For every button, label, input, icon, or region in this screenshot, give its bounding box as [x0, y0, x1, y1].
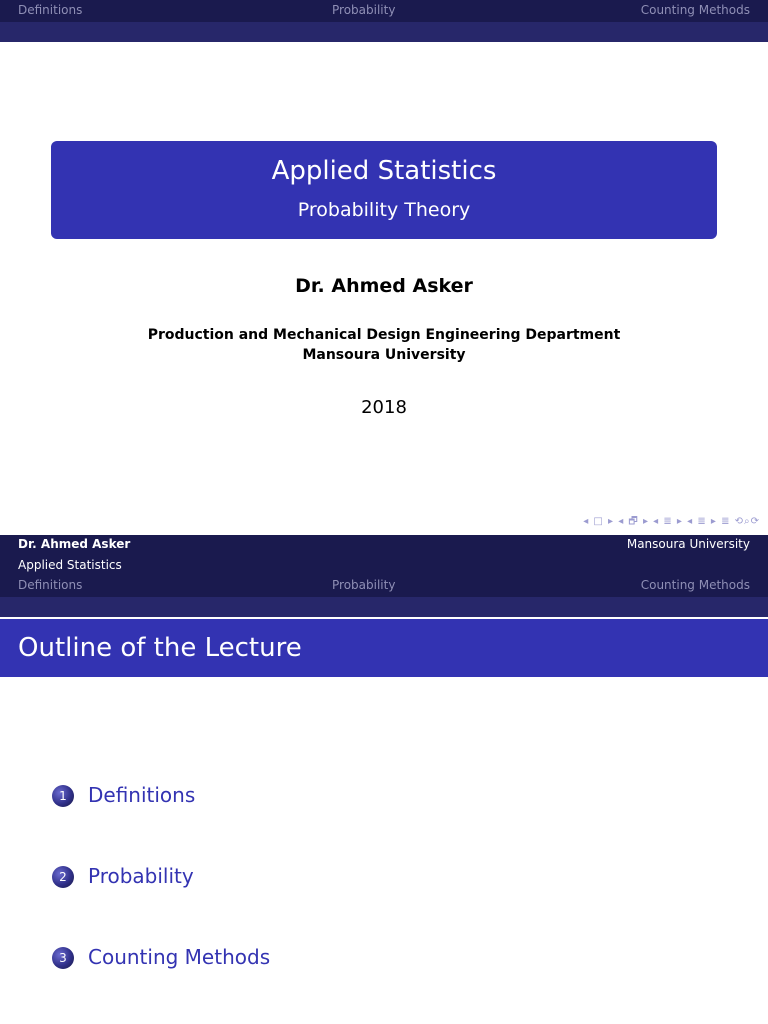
department-name: Production and Mechanical Design Engineering Department	[147, 327, 621, 343]
nav-section-counting-methods[interactable]: Counting Methods	[640, 578, 750, 592]
nav-section-counting-methods[interactable]: Counting Methods	[640, 3, 750, 17]
footer-author: Dr. Ahmed Asker	[18, 537, 131, 551]
frame-title: Outline of the Lecture	[18, 633, 302, 663]
item-number-ball: 2	[52, 866, 74, 888]
presentation-subtitle: Probability Theory	[297, 199, 471, 221]
footline-author-institute	[0, 535, 768, 555]
item-number-ball: 1	[52, 785, 74, 807]
footline-title	[0, 555, 768, 575]
frame-title-bar	[0, 619, 768, 677]
footer-institute: Mansoura University	[626, 537, 750, 551]
outline-item-label[interactable]: Probability	[88, 864, 194, 888]
presentation-title: Applied Statistics	[271, 156, 497, 186]
subsection-bar	[0, 597, 768, 617]
nav-section-probability[interactable]: Probability	[332, 3, 396, 17]
outline-slide	[0, 535, 768, 1024]
subsection-bar	[0, 22, 768, 42]
footer-short-title: Applied Statistics	[18, 558, 122, 572]
section-navbar	[0, 0, 768, 22]
beamer-navigation-symbols[interactable]	[583, 514, 760, 531]
nav-section-definitions[interactable]: Definitions	[18, 578, 83, 592]
section-navbar	[0, 575, 768, 597]
university-name: Mansoura University	[302, 347, 466, 363]
item-number-ball: 3	[52, 947, 74, 969]
navigation-symbols-text[interactable]: ◂ □ ▸ ◂ 🗗 ▸ ◂ ≣ ▸ ◂ ≣ ▸ ≣ ⟲⌕⟳	[583, 516, 760, 527]
nav-section-probability[interactable]: Probability	[332, 578, 396, 592]
outline-item-label[interactable]: Definitions	[88, 783, 196, 807]
nav-section-definitions[interactable]: Definitions	[18, 3, 83, 17]
outline-item-label[interactable]: Counting Methods	[88, 945, 271, 969]
author-name: Dr. Ahmed Asker	[295, 275, 473, 297]
title-block	[51, 141, 717, 239]
presentation-date: 2018	[361, 397, 407, 418]
